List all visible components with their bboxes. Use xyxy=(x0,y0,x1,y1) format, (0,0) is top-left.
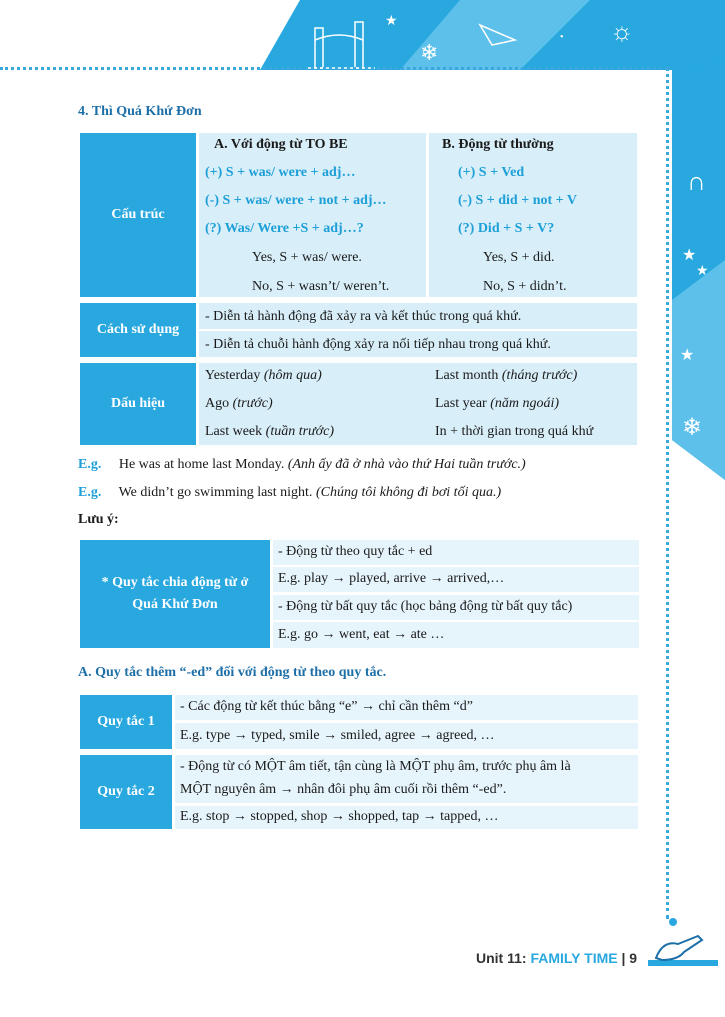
example-line: E.g. We didn’t go swimming last night. (Chúng tôi không đi bơi tối qua.) xyxy=(78,485,502,500)
usage-label: Cách sử dụng xyxy=(80,303,196,357)
svg-text:★: ★ xyxy=(680,347,695,364)
signal-word: Last week (tuần trước) xyxy=(205,424,335,439)
svg-text:★: ★ xyxy=(385,14,398,29)
structure-a-row: Yes, S + was/ were. xyxy=(252,250,362,265)
structure-a-row: No, S + wasn’t/ weren’t. xyxy=(252,279,390,294)
signal-word: Ago (trước) xyxy=(205,396,273,411)
dotted-border-top xyxy=(0,67,668,70)
col-a-heading: A. Với động từ TO BE xyxy=(214,137,348,152)
signal-word: In + thời gian trong quá khứ xyxy=(435,424,594,439)
structure-a-row: (+) S + was/ were + adj… xyxy=(205,165,356,180)
structure-label: Cấu trúc xyxy=(80,133,196,297)
rule1-row: - Các động từ kết thúc bằng “e” → chỉ cần thêm “d” xyxy=(180,699,473,714)
rule2-label: Quy tắc 2 xyxy=(80,755,172,829)
structure-col-b xyxy=(429,133,637,297)
usage-row: - Diễn tả hành động đã xảy ra và kết thúc trong quá khứ. xyxy=(205,309,522,324)
writing-hand-icon xyxy=(648,930,718,970)
signal-word: Last year (năm ngoái) xyxy=(435,396,560,411)
svg-text:❄: ❄ xyxy=(420,40,439,65)
section-a-title: A. Quy tắc thêm “-ed” đối với động từ theo quy tắc. xyxy=(78,665,387,680)
example-line: E.g. He was at home last Monday. (Anh ấy đã ở nhà vào thứ Hai tuần trước.) xyxy=(78,457,526,472)
rule-box-label: * Quy tắc chia động từ ở Quá Khứ Đơn xyxy=(80,540,270,648)
rule2-row: E.g. stop → stopped, shop → shopped, tap → tapped, … xyxy=(180,809,499,824)
signals-label: Dấu hiệu xyxy=(80,363,196,445)
svg-text:•: • xyxy=(560,32,564,43)
rule-box-row: - Động từ bất quy tắc (học bảng động từ bất quy tắc) xyxy=(278,599,573,614)
svg-text:❄: ❄ xyxy=(682,415,703,441)
structure-a-row: (-) S + was/ were + not + adj… xyxy=(205,193,387,208)
structure-b-row: (?) Did + S + V? xyxy=(458,221,555,236)
side-decoration xyxy=(672,60,725,480)
structure-a-row: (?) Was/ Were +S + adj…? xyxy=(205,221,364,236)
note-label: Lưu ý: xyxy=(78,512,119,527)
structure-col-a xyxy=(199,133,426,297)
rule-box-row: E.g. go → went, eat → ate … xyxy=(278,627,445,642)
section-title: 4. Thì Quá Khứ Đơn xyxy=(78,104,202,119)
structure-b-row: No, S + didn’t. xyxy=(483,279,567,294)
rule-box-row: - Động từ theo quy tắc + ed xyxy=(278,544,433,559)
signal-word: Yesterday (hôm qua) xyxy=(205,368,322,383)
signal-word: Last month (tháng trước) xyxy=(435,368,578,383)
rule2-row: - Động từ có MỘT âm tiết, tận cùng là MỘT phụ âm, trước phụ âm là xyxy=(180,759,571,774)
rule1-row: E.g. type → typed, smile → smiled, agree → agreed, … xyxy=(180,728,495,743)
svg-text:☼: ☼ xyxy=(610,17,634,46)
border-end-dot xyxy=(669,918,677,926)
rule2-row: MỘT nguyên âm → nhân đôi phụ âm cuối rồi thêm “-ed”. xyxy=(180,782,507,797)
header-decoration xyxy=(260,0,725,70)
dotted-border-right xyxy=(666,67,669,919)
svg-text:★: ★ xyxy=(696,264,709,279)
rule-box-row: E.g. play → played, arrive → arrived,… xyxy=(278,571,505,586)
svg-text:★: ★ xyxy=(682,247,697,264)
svg-text:∩: ∩ xyxy=(687,167,706,196)
usage-row: - Diễn tả chuỗi hành động xảy ra nối tiếp nhau trong quá khứ. xyxy=(205,337,551,352)
structure-b-row: Yes, S + did. xyxy=(483,250,555,265)
page-footer: Unit 11: FAMILY TIME | 9 xyxy=(476,950,638,966)
col-b-heading: B. Động từ thường xyxy=(442,137,554,152)
structure-b-row: (-) S + did + not + V xyxy=(458,193,577,208)
rule1-label: Quy tắc 1 xyxy=(80,695,172,749)
structure-b-row: (+) S + Ved xyxy=(458,165,525,180)
